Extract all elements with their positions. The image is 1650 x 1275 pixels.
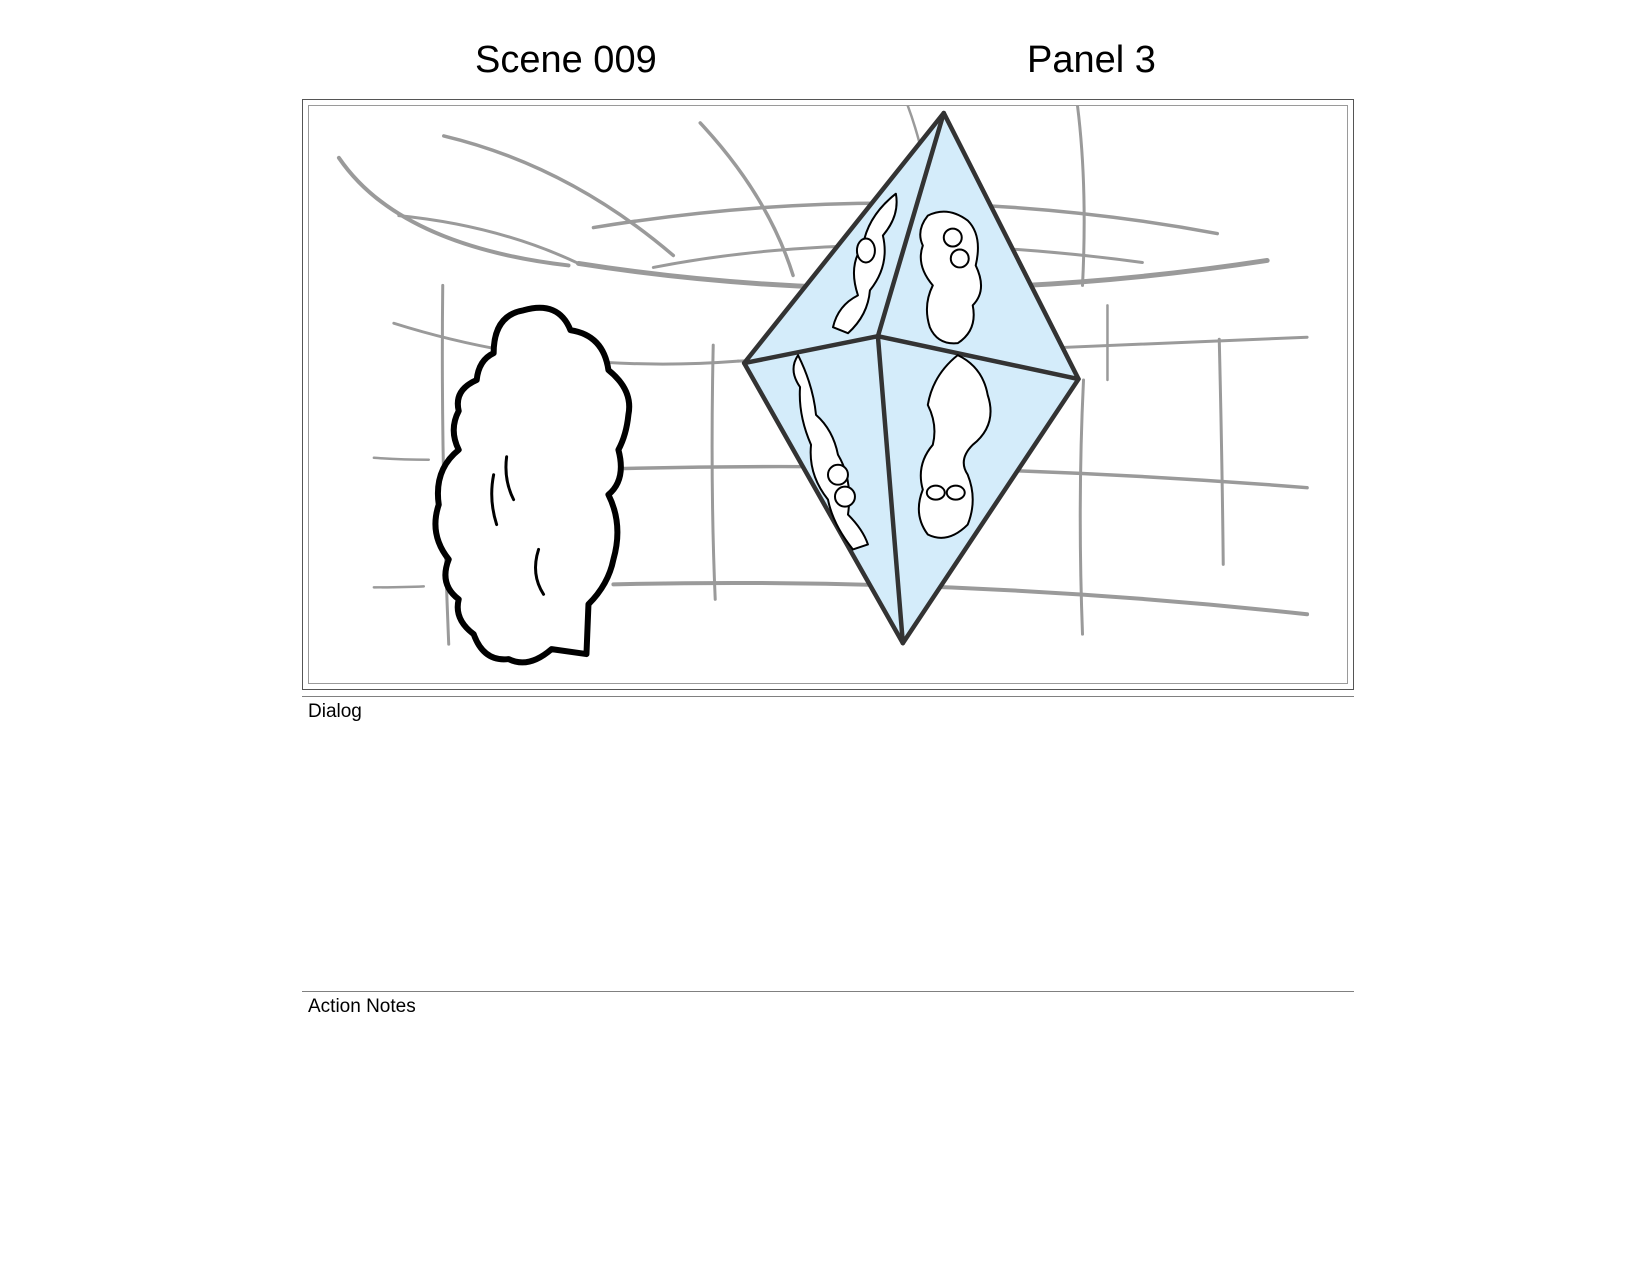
tree-shape (435, 308, 629, 663)
action-notes-divider (302, 991, 1354, 992)
scene-number: Scene 009 (475, 39, 657, 81)
storyboard-panel-frame (302, 99, 1354, 690)
dialog-label: Dialog (308, 701, 362, 722)
panel-sketch (309, 106, 1347, 683)
dialog-divider (302, 696, 1354, 697)
storyboard-panel-image (308, 105, 1348, 684)
action-notes-label: Action Notes (308, 996, 416, 1017)
panel-number: Panel 3 (1027, 39, 1156, 81)
